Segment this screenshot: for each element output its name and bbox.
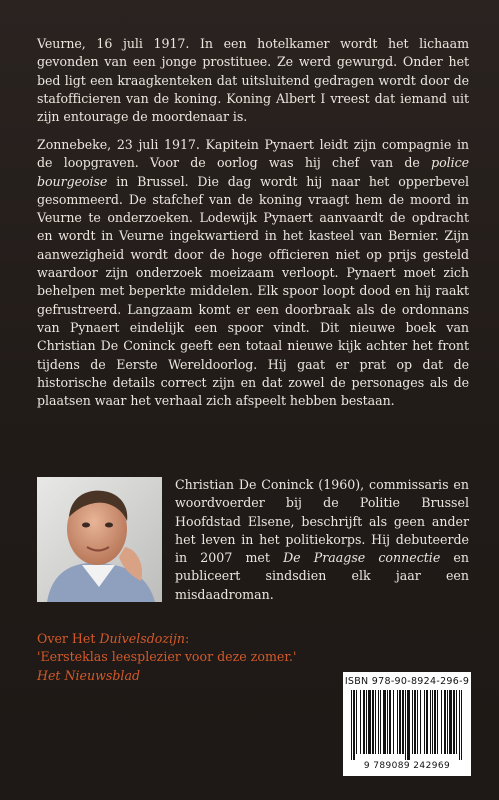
blurb-text-2b: in Brussel. Die dag wordt hij naar het opperbevel gesommeerd. De stafchef van de koning vraagt hem de moord in Veurne te onderzoeken. Lodewijk Pynaert aanvaardt de opdracht en wordt in Veurne ingekwartierd in het kasteel van Bernier. Zijn aanwezigheid wordt door de hoge officieren niet op prijs gesteld waardoor zijn onderzoek moeizaam verloopt. Pynaert moet zich behelpen met beperkte middelen. Elk spoor loopt dood en hij raakt gefrustreerd. Langzaam komt er een doorbraak als de ordonnans van Pynaert eindelijk een spoor vindt. Dit nieuwe boek van Christian De Coninck geeft een totaal nieuwe kijk achter het front tijdens de Eerste Wereldoorlog. Hij gaat er prat op dat de historische details correct zijn en dat zowel de personages als de plaatsen waar het verhaal zich afspeelt hebben bestaan. [37, 173, 469, 409]
quote-line-1: Over Het Duivelsdozijn: [37, 631, 190, 646]
ean-digits: 9 789089 242969 [363, 761, 451, 771]
quote-source: Het Nieuwsblad [37, 667, 141, 683]
blurb-text-1: Veurne, 16 juli 1917. In een hotelkamer wordt het lichaam gevonden van een jonge prostituee. Ze werd gewurgd. Onder het bed ligt een kraagkenteken dat uitsluitend gedragen wordt door de stafofficieren van de koning. Koning Albert I vreest dat iemand uit zijn entourage de moordenaar is. [37, 36, 469, 125]
review-quote [37, 630, 337, 685]
quote-book-title: Duivelsdozijn [99, 631, 186, 646]
quote-line-2: 'Eersteklas leesplezier voor deze zomer.' [37, 649, 297, 665]
isbn-label: ISBN 978-90-8924-296-9 [344, 676, 470, 687]
blurb-text-2a: Zonnebeke, 23 juli 1917. Kapitein Pynaert leidt zijn compagnie in de loopgraven. Voor de oorlog was hij chef van de [37, 137, 469, 171]
blurb-paragraph-1 [37, 35, 469, 126]
barcode-bars [351, 690, 463, 760]
isbn-barcode [343, 672, 471, 776]
bio-text-a: Christian De Coninck (1960), commissaris en woordvoerder bij de Politie Brussel Hoofdstad Elsene, beschrijft als geen ander het leven in het politiekorps. Hij debuteerde in 2007 met [175, 477, 469, 566]
author-bio [175, 476, 469, 604]
bio-text-b: en publiceert sindsdien elk jaar een misdaadroman. [175, 550, 469, 602]
blurb-emphasis: police bourgeoise [37, 155, 469, 189]
blurb-paragraph-2 [37, 136, 469, 410]
author-photo [37, 477, 162, 602]
author-portrait-image [37, 477, 162, 602]
bio-debut-title: De Praagse connectie [283, 550, 441, 566]
